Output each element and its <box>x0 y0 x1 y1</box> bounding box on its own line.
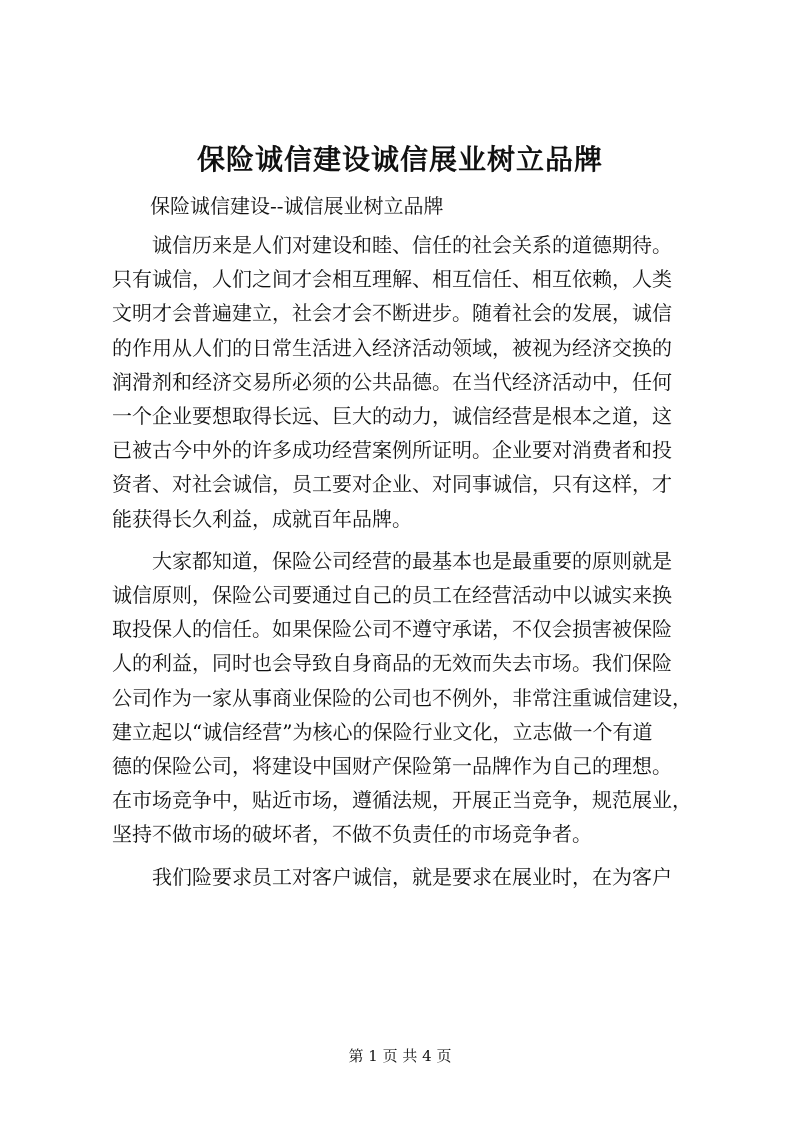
paragraph <box>112 228 702 536</box>
paragraph <box>112 860 702 894</box>
document-body <box>112 228 702 902</box>
paragraph-line: 德的保险公司，将建设中国财产保险第一品牌作为自己的理想。 <box>112 754 672 779</box>
paragraph-line: 取投保人的信任。如果保险公司不遵守承诺，不仅会损害被保险 <box>112 617 672 642</box>
paragraph-line: 能获得长久利益，成就百年品牌。 <box>112 506 412 531</box>
paragraph-line: 公司作为一家从事商业保险的公司也不例外，非常注重诚信建设， <box>112 685 692 710</box>
paragraph-line: 润滑剂和经济交易所必须的公共品德。在当代经济活动中，任何 <box>112 369 672 394</box>
paragraph-line: 大家都知道，保险公司经营的最基本也是最重要的原则就是 <box>152 548 672 573</box>
paragraph-line: 文明才会普遍建立，社会才会不断进步。随着社会的发展，诚信 <box>112 301 672 326</box>
paragraph-line: 建立起以“诚信经营”为核心的保险行业文化，立志做一个有道 <box>112 719 653 744</box>
paragraph-line: 在市场竞争中，贴近市场，遵循法规，开展正当竞争，规范展业， <box>112 788 692 813</box>
paragraph-line: 资者、对社会诚信，员工要对企业、对同事诚信，只有这样，才 <box>112 472 672 497</box>
document-subtitle: 保险诚信建设--诚信展业树立品牌 <box>150 194 444 218</box>
paragraph-line: 一个企业要想取得长远、巨大的动力，诚信经营是根本之道，这 <box>112 404 672 429</box>
paragraph-line: 坚持不做市场的破坏者，不做不负责任的市场竞争者。 <box>112 822 592 847</box>
paragraph-line: 的作用从人们的日常生活进入经济活动领域，被视为经济交换的 <box>112 335 672 360</box>
paragraph <box>112 544 702 852</box>
paragraph-line: 诚信原则，保险公司要通过自己的员工在经营活动中以诚实来换 <box>112 583 672 608</box>
document-title: 保险诚信建设诚信展业树立品牌 <box>196 143 603 176</box>
paragraph-line: 我们险要求员工对客户诚信，就是要求在展业时，在为客户 <box>152 864 672 889</box>
paragraph-line: 只有诚信，人们之间才会相互理解、相互信任、相互依赖，人类 <box>112 267 672 292</box>
paragraph-line: 已被古今中外的许多成功经营案例所证明。企业要对消费者和投 <box>112 438 672 463</box>
page-footer: 第 1 页 共 4 页 <box>348 1047 452 1065</box>
paragraph-line: 人的利益，同时也会导致自身商品的无效而失去市场。我们保险 <box>112 651 672 676</box>
paragraph-line: 诚信历来是人们对建设和睦、信任的社会关系的道德期待。 <box>152 233 672 257</box>
